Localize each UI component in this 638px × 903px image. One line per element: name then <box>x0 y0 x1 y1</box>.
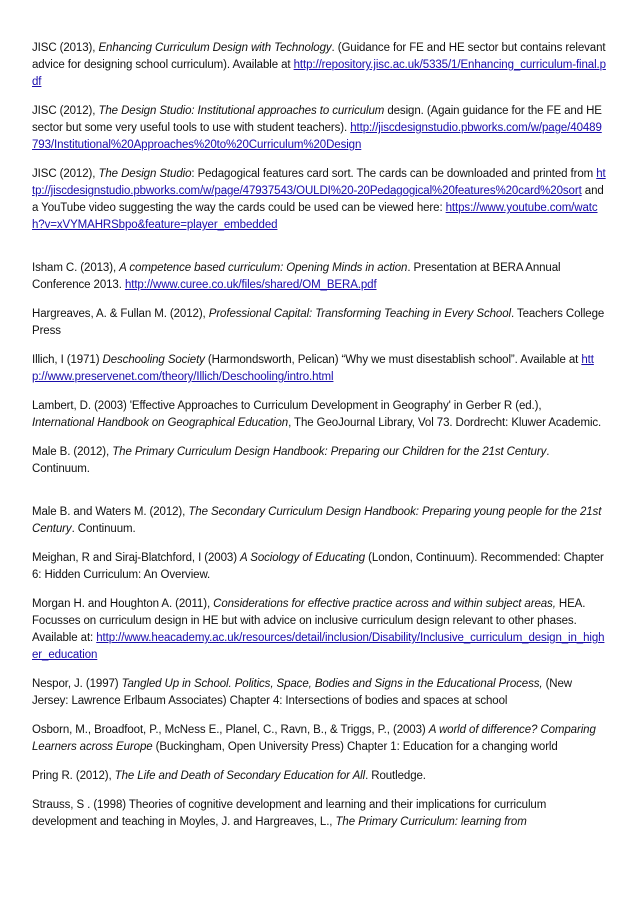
reference-text: . Presentation at BERA Annual Conference 2013. <box>32 262 561 291</box>
reference-link[interactable]: http://jiscdesignstudio.pbworks.com/w/page/40489793/Institutional%20Approaches%20to%20Curriculum%20Design <box>32 122 602 151</box>
reference-text: JISC (2013), <box>32 42 99 54</box>
reference-title: The Life and Death of Secondary Education for All <box>114 770 366 782</box>
reference-title: The Primary Curriculum Design Handbook: Preparing our Children for the 21st Century <box>112 446 547 458</box>
reference-title: Enhancing Curriculum Design with Technology <box>98 42 332 54</box>
reference-text: Male B. and Waters M. (2012), <box>32 506 189 518</box>
reference-link[interactable]: http://www.heacademy.ac.uk/resources/detail/inclusion/Disability/Inclusive_curriculum_design_in_higher_education <box>32 632 605 661</box>
reference-entry <box>32 352 606 386</box>
reference-text: Isham C. (2013), <box>32 262 120 274</box>
reference-entry <box>32 444 606 478</box>
reference-entry <box>32 40 606 91</box>
reference-link[interactable]: http://www.preservenet.com/theory/Illich/Deschooling/intro.html <box>32 354 594 383</box>
reference-text: . Continuum. <box>71 523 136 535</box>
reference-title: Professional Capital: Transforming Teaching in Every School <box>208 308 511 320</box>
reference-text: (Harmondsworth, Pelican) “Why we must disestablish school”. Available at <box>204 354 582 366</box>
reference-entry <box>32 768 606 785</box>
reference-text: . Routledge. <box>365 770 426 782</box>
reference-entry <box>32 550 606 584</box>
reference-entry <box>32 398 606 432</box>
reference-text: (Buckingham, Open University Press) Chapter 1: Education for a changing world <box>152 741 558 753</box>
reference-entry <box>32 676 606 710</box>
reference-title: Tangled Up in School. Politics, Space, Bodies and Signs in the Educational Process, <box>121 678 543 690</box>
reference-title: A world of difference? Comparing Learners across Europe <box>32 724 596 753</box>
reference-text: HEA. Focusses on curriculum design in HE but with advice on inclusive curriculum design relevant to other phases. Available at: <box>32 598 586 644</box>
reference-entry <box>32 596 606 664</box>
reference-entry <box>32 504 606 538</box>
reference-entry <box>32 722 606 756</box>
reference-link[interactable]: http://repository.jisc.ac.uk/5335/1/Enhancing_curriculum-final.pdf <box>32 59 606 88</box>
reference-entry <box>32 166 606 234</box>
reference-text: (London, Continuum). Recommended: Chapter 6: Hidden Curriculum: An Overview. <box>32 552 604 581</box>
reference-text: Pring R. (2012), <box>32 770 115 782</box>
reference-title: The Secondary Curriculum Design Handbook: Preparing young people for the 21st Century <box>32 506 602 535</box>
reference-text: Morgan H. and Houghton A. (2011), <box>32 598 214 610</box>
reference-text: , The GeoJournal Library, Vol 73. Dordrecht: Kluwer Academic. <box>288 417 602 429</box>
reference-title: Deschooling Society <box>102 354 205 366</box>
reference-link[interactable]: http://jiscdesignstudio.pbworks.com/w/page/47937543/OULDI%20-20Pedagogical%20features%20card%20sort <box>32 168 606 197</box>
reference-text: Nespor, J. (1997) <box>32 678 122 690</box>
reference-text: Hargreaves, A. & Fullan M. (2012), <box>32 308 209 320</box>
reference-text: and a YouTube video suggesting the way the cards could be used can be viewed here: <box>32 185 604 214</box>
reference-link[interactable]: http://www.curee.co.uk/files/shared/OM_BERA.pdf <box>124 279 377 291</box>
reference-title: A competence based curriculum: Opening Minds in action <box>119 262 408 274</box>
reference-text: Strauss, S . (1998) Theories of cognitive development and learning and their implications for curriculum development and teaching in Moyles, J. and Hargreaves, L., <box>32 799 547 828</box>
reference-text: Illich, I (1971) <box>32 354 103 366</box>
reference-text: : Pedagogical features card sort. The cards can be downloaded and printed from <box>191 168 597 180</box>
reference-text: (New Jersey: Lawrence Erlbaum Associates) Chapter 4: Intersections of bodies and spaces at school <box>32 678 573 707</box>
reference-text: Male B. (2012), <box>32 446 113 458</box>
reference-title: The Primary Curriculum: learning from <box>335 816 527 828</box>
reference-text: design. (Again guidance for the FE and HE sector but some very useful tools to use with student teachers). <box>32 105 602 134</box>
reference-title: The Design Studio: Institutional approaches to curriculum <box>98 105 385 117</box>
reference-entry <box>32 797 606 831</box>
reference-text: Meighan, R and Siraj-Blatchford, I (2003) <box>32 552 241 564</box>
reference-title: International Handbook on Geographical Education <box>32 417 289 429</box>
reference-title: The Design Studio <box>98 168 192 180</box>
reference-text: . Teachers College Press <box>32 308 605 337</box>
reference-list <box>32 40 606 843</box>
reference-entry <box>32 260 606 294</box>
reference-text: . Continuum. <box>32 446 550 475</box>
reference-title: Considerations for effective practice across and within subject areas, <box>213 598 556 610</box>
reference-text: Lambert, D. (2003) 'Effective Approaches to Curriculum Development in Geography' in Gerber R (ed.), <box>32 400 542 412</box>
reference-text: JISC (2012), <box>32 105 99 117</box>
reference-text: . (Guidance for FE and HE sector but contains relevant advice for designing school curriculum). Available at <box>32 42 606 71</box>
reference-text: Osborn, M., Broadfoot, P., McNess E., Planel, C., Ravn, B., & Triggs, P., (2003) <box>32 724 429 736</box>
reference-link[interactable]: https://www.youtube.com/watch?v=xVYMAHRSbpo&feature=player_embedded <box>32 202 598 231</box>
reference-entry <box>32 103 606 154</box>
reference-entry <box>32 306 606 340</box>
reference-text: JISC (2012), <box>32 168 99 180</box>
reference-title: A Sociology of Educating <box>240 552 366 564</box>
